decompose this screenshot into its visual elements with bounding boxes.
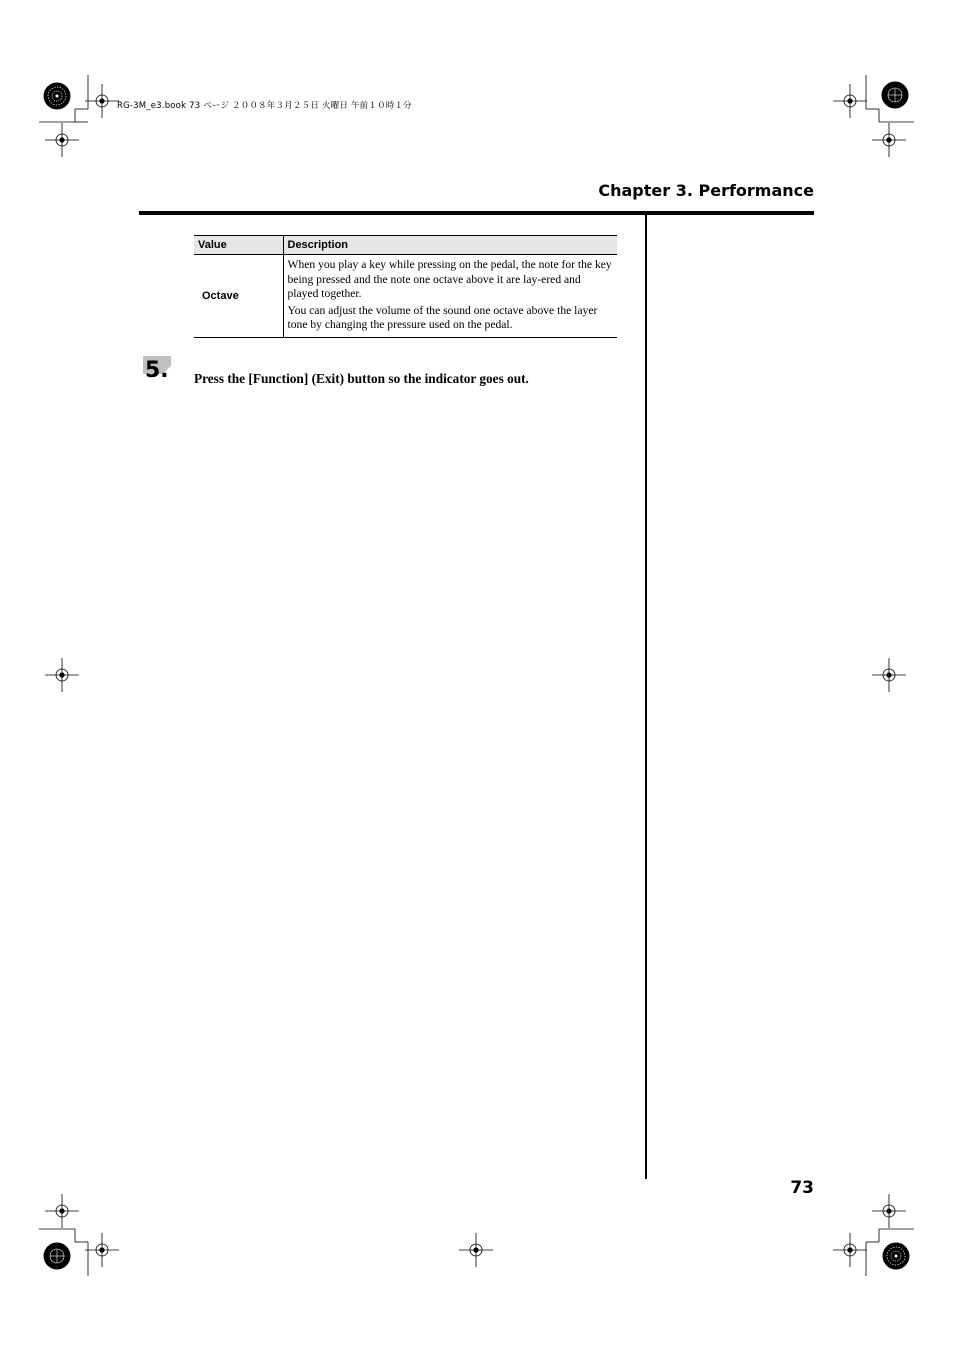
chapter-title: Chapter 3. Performance <box>598 181 814 200</box>
header-value: Value <box>194 236 283 255</box>
corner-mark-top-left <box>39 75 119 157</box>
description-paragraph: You can adjust the volume of the sound one octave above the layer tone by changing the pressure used on the pedal. <box>287 303 598 332</box>
step-instruction: Press the [Function] (Exit) button so the indicator goes out. <box>194 371 529 386</box>
print-slug: RG-3M_e3.book 73 ページ ２００８年３月２５日 火曜日 午前１０時１分 <box>117 101 412 111</box>
step-number <box>141 356 171 386</box>
header-rule <box>139 211 814 215</box>
description-paragraph: When you play a key while pressing on the pedal, the note for the key being pressed and the note one octave above it are lay-ered and played together. <box>287 258 612 301</box>
registration-mark-mid-right <box>872 658 906 692</box>
registration-mark-mid-left <box>45 658 79 692</box>
table-header-row <box>194 236 617 255</box>
column-rule <box>645 215 647 1179</box>
row-description <box>283 255 617 338</box>
corner-mark-bottom-left <box>39 1194 119 1276</box>
corner-mark-bottom-right <box>833 1194 914 1276</box>
value-table <box>194 235 617 338</box>
table-row <box>194 255 617 338</box>
header-description: Description <box>283 236 617 255</box>
page-number: 73 <box>790 1178 814 1198</box>
step-number-label: 5. <box>145 358 169 383</box>
registration-mark-bottom-center <box>459 1233 493 1267</box>
corner-mark-top-right <box>833 75 914 157</box>
row-value: Octave <box>194 255 283 338</box>
